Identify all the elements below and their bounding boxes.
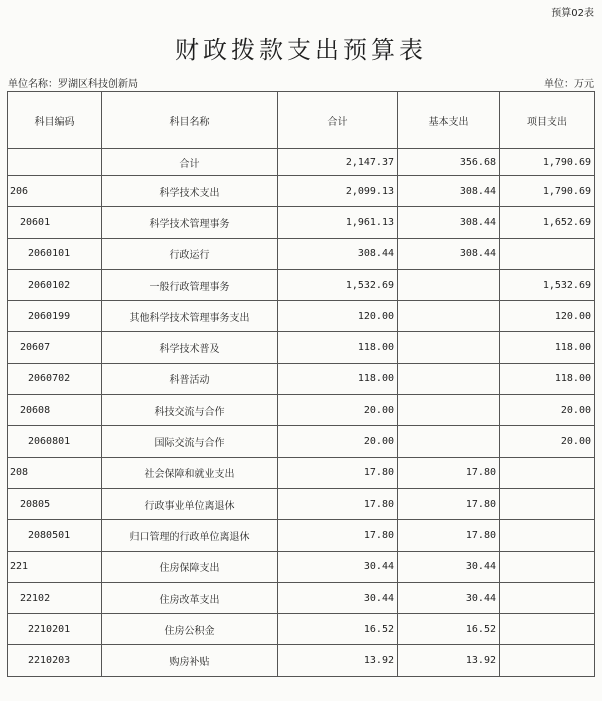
cell-total: 118.00 bbox=[278, 363, 398, 394]
cell-basic: 17.80 bbox=[398, 457, 500, 488]
cell-basic bbox=[398, 269, 500, 300]
cell-name: 行政运行 bbox=[102, 238, 278, 269]
cell-total: 17.80 bbox=[278, 520, 398, 551]
cell-name: 一般行政管理事务 bbox=[102, 269, 278, 300]
cell-code: 206 bbox=[8, 176, 102, 207]
cell-code: 2060102 bbox=[8, 269, 102, 300]
cell-project bbox=[500, 457, 595, 488]
cell-code: 2060702 bbox=[8, 363, 102, 394]
cell-project bbox=[500, 488, 595, 519]
cell-code bbox=[8, 149, 102, 176]
cell-project: 1,532.69 bbox=[500, 269, 595, 300]
cell-basic bbox=[398, 363, 500, 394]
cell-total: 2,099.13 bbox=[278, 176, 398, 207]
table-header-row bbox=[8, 92, 595, 149]
cell-total: 17.80 bbox=[278, 488, 398, 519]
cell-basic bbox=[398, 301, 500, 332]
cell-total: 20.00 bbox=[278, 426, 398, 457]
cell-total: 2,147.37 bbox=[278, 149, 398, 176]
table-row bbox=[8, 645, 595, 676]
cell-name: 科学技术普及 bbox=[102, 332, 278, 363]
table-meta bbox=[8, 75, 594, 90]
table-row bbox=[8, 149, 595, 176]
table-body bbox=[8, 149, 595, 677]
cell-basic: 17.80 bbox=[398, 520, 500, 551]
cell-basic: 308.44 bbox=[398, 207, 500, 238]
cell-project: 1,790.69 bbox=[500, 176, 595, 207]
cell-basic bbox=[398, 395, 500, 426]
table-row bbox=[8, 488, 595, 519]
cell-project bbox=[500, 238, 595, 269]
table-row bbox=[8, 395, 595, 426]
cell-total: 13.92 bbox=[278, 645, 398, 676]
cell-total: 17.80 bbox=[278, 457, 398, 488]
cell-project: 20.00 bbox=[500, 395, 595, 426]
cell-name: 归口管理的行政单位离退休 bbox=[102, 520, 278, 551]
cell-name: 其他科学技术管理事务支出 bbox=[102, 301, 278, 332]
cell-basic: 13.92 bbox=[398, 645, 500, 676]
cell-project bbox=[500, 645, 595, 676]
cell-basic: 17.80 bbox=[398, 488, 500, 519]
table-row bbox=[8, 269, 595, 300]
table-row bbox=[8, 332, 595, 363]
cell-total: 30.44 bbox=[278, 551, 398, 582]
cell-project bbox=[500, 520, 595, 551]
cell-project: 120.00 bbox=[500, 301, 595, 332]
table-row bbox=[8, 176, 595, 207]
cell-code: 2060101 bbox=[8, 238, 102, 269]
cell-name: 住房保障支出 bbox=[102, 551, 278, 582]
cell-basic bbox=[398, 426, 500, 457]
cell-name: 购房补贴 bbox=[102, 645, 278, 676]
table-row bbox=[8, 457, 595, 488]
cell-total: 16.52 bbox=[278, 614, 398, 645]
header-project: 项目支出 bbox=[500, 92, 595, 149]
cell-total: 118.00 bbox=[278, 332, 398, 363]
cell-project: 118.00 bbox=[500, 332, 595, 363]
cell-name: 科学技术支出 bbox=[102, 176, 278, 207]
cell-project: 20.00 bbox=[500, 426, 595, 457]
table-row bbox=[8, 551, 595, 582]
cell-code: 2080501 bbox=[8, 520, 102, 551]
table-row bbox=[8, 207, 595, 238]
cell-code: 2060801 bbox=[8, 426, 102, 457]
cell-name: 科技交流与合作 bbox=[102, 395, 278, 426]
table-row bbox=[8, 520, 595, 551]
cell-total: 20.00 bbox=[278, 395, 398, 426]
cell-basic: 308.44 bbox=[398, 238, 500, 269]
table-row bbox=[8, 238, 595, 269]
cell-code: 221 bbox=[8, 551, 102, 582]
cell-project bbox=[500, 614, 595, 645]
cell-basic: 30.44 bbox=[398, 582, 500, 613]
header-basic: 基本支出 bbox=[398, 92, 500, 149]
cell-project bbox=[500, 551, 595, 582]
cell-code: 208 bbox=[8, 457, 102, 488]
table-row bbox=[8, 301, 595, 332]
cell-name: 合计 bbox=[102, 149, 278, 176]
cell-basic: 356.68 bbox=[398, 149, 500, 176]
cell-name: 住房公积金 bbox=[102, 614, 278, 645]
cell-basic: 30.44 bbox=[398, 551, 500, 582]
cell-name: 国际交流与合作 bbox=[102, 426, 278, 457]
cell-total: 1,532.69 bbox=[278, 269, 398, 300]
budget-table bbox=[7, 91, 595, 677]
cell-total: 120.00 bbox=[278, 301, 398, 332]
header-code: 科目编码 bbox=[8, 92, 102, 149]
table-row bbox=[8, 426, 595, 457]
cell-name: 科学技术管理事务 bbox=[102, 207, 278, 238]
table-row bbox=[8, 582, 595, 613]
cell-code: 2210203 bbox=[8, 645, 102, 676]
cell-name: 社会保障和就业支出 bbox=[102, 457, 278, 488]
cell-code: 2210201 bbox=[8, 614, 102, 645]
cell-code: 20607 bbox=[8, 332, 102, 363]
page-title: 财政拨款支出预算表 bbox=[175, 36, 427, 64]
cell-project bbox=[500, 582, 595, 613]
cell-name: 住房改革支出 bbox=[102, 582, 278, 613]
form-number: 预算02表 bbox=[551, 8, 594, 19]
table-row bbox=[8, 614, 595, 645]
header-name: 科目名称 bbox=[102, 92, 278, 149]
cell-code: 22102 bbox=[8, 582, 102, 613]
cell-total: 1,961.13 bbox=[278, 207, 398, 238]
table-row bbox=[8, 363, 595, 394]
cell-name: 行政事业单位离退休 bbox=[102, 488, 278, 519]
cell-basic: 16.52 bbox=[398, 614, 500, 645]
unit-name: 单位名称：罗湖区科技创新局 bbox=[8, 79, 138, 90]
cell-total: 308.44 bbox=[278, 238, 398, 269]
cell-project: 118.00 bbox=[500, 363, 595, 394]
cell-project: 1,652.69 bbox=[500, 207, 595, 238]
header-total: 合计 bbox=[278, 92, 398, 149]
cell-project: 1,790.69 bbox=[500, 149, 595, 176]
cell-total: 30.44 bbox=[278, 582, 398, 613]
cell-basic: 308.44 bbox=[398, 176, 500, 207]
cell-code: 20601 bbox=[8, 207, 102, 238]
cell-code: 20805 bbox=[8, 488, 102, 519]
cell-code: 2060199 bbox=[8, 301, 102, 332]
cell-code: 20608 bbox=[8, 395, 102, 426]
cell-name: 科普活动 bbox=[102, 363, 278, 394]
cell-basic bbox=[398, 332, 500, 363]
unit-label: 单位：万元 bbox=[544, 79, 594, 90]
